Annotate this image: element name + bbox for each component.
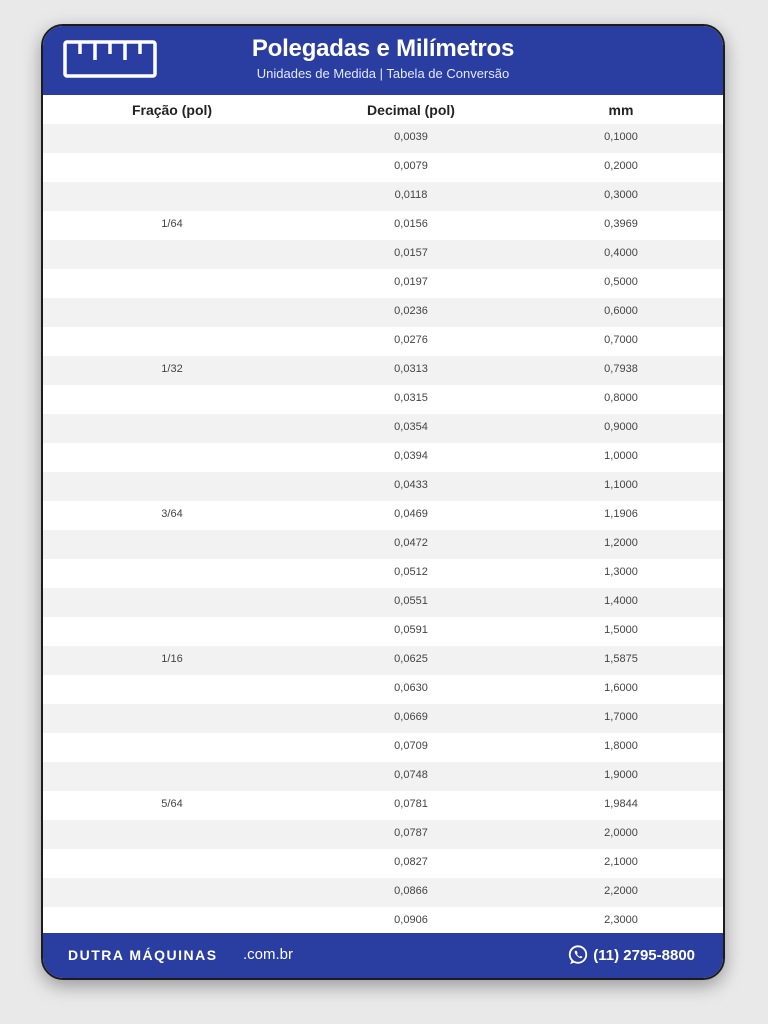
decimal-cell: 0,0781 bbox=[394, 798, 428, 810]
table-row bbox=[43, 588, 723, 617]
decimal-cell: 0,0866 bbox=[394, 885, 428, 897]
table-row bbox=[43, 124, 723, 153]
table-row bbox=[43, 907, 723, 936]
mm-cell: 2,1000 bbox=[604, 856, 638, 868]
mm-cell: 0,4000 bbox=[604, 247, 638, 259]
phone-contact bbox=[567, 944, 695, 966]
decimal-cell: 0,0197 bbox=[394, 276, 428, 288]
mm-cell: 0,5000 bbox=[604, 276, 638, 288]
mm-cell: 1,0000 bbox=[604, 450, 638, 462]
fraction-cell: 1/64 bbox=[161, 218, 183, 230]
mm-cell: 0,8000 bbox=[604, 392, 638, 404]
decimal-cell: 0,0827 bbox=[394, 856, 428, 868]
table-header bbox=[43, 95, 723, 124]
table-row bbox=[43, 530, 723, 559]
mm-cell: 1,1000 bbox=[604, 479, 638, 491]
page-subtitle: Unidades de Medida | Tabela de Conversão bbox=[256, 66, 510, 81]
mm-cell: 1,4000 bbox=[604, 595, 638, 607]
mm-cell: 2,2000 bbox=[604, 885, 638, 897]
column-header-decimal: Decimal (pol) bbox=[367, 102, 455, 118]
decimal-cell: 0,0156 bbox=[394, 218, 428, 230]
table-row bbox=[43, 153, 723, 182]
table-row bbox=[43, 820, 723, 849]
conversion-card bbox=[41, 24, 725, 980]
mm-cell: 1,6000 bbox=[604, 682, 638, 694]
mm-cell: 1,3000 bbox=[604, 566, 638, 578]
decimal-cell: 0,0236 bbox=[394, 305, 428, 317]
table-row bbox=[43, 356, 723, 385]
table-row bbox=[43, 240, 723, 269]
mm-cell: 0,3000 bbox=[604, 189, 638, 201]
decimal-cell: 0,0709 bbox=[394, 740, 428, 752]
phone-number: (11) 2795-8800 bbox=[593, 946, 695, 964]
mm-cell: 1,1906 bbox=[604, 508, 638, 520]
fraction-cell: 1/16 bbox=[161, 653, 183, 665]
table-row bbox=[43, 849, 723, 878]
column-header-fraction: Fração (pol) bbox=[131, 102, 213, 118]
table-row bbox=[43, 298, 723, 327]
table-row bbox=[43, 443, 723, 472]
table-row bbox=[43, 733, 723, 762]
decimal-cell: 0,0118 bbox=[394, 189, 428, 201]
decimal-cell: 0,0039 bbox=[394, 131, 428, 143]
decimal-cell: 0,0394 bbox=[394, 450, 428, 462]
decimal-cell: 0,0354 bbox=[394, 421, 428, 433]
mm-cell: 0,7000 bbox=[604, 334, 638, 346]
table-row bbox=[43, 791, 723, 820]
table-row bbox=[43, 211, 723, 240]
decimal-cell: 0,0313 bbox=[394, 363, 428, 375]
table-row bbox=[43, 617, 723, 646]
column-header-mm: mm bbox=[608, 102, 634, 118]
mm-cell: 0,6000 bbox=[604, 305, 638, 317]
mm-cell: 0,9000 bbox=[604, 421, 638, 433]
decimal-cell: 0,0157 bbox=[394, 247, 428, 259]
table-row bbox=[43, 704, 723, 733]
decimal-cell: 0,0630 bbox=[394, 682, 428, 694]
table-row bbox=[43, 501, 723, 530]
mm-cell: 0,2000 bbox=[604, 160, 638, 172]
decimal-cell: 0,0315 bbox=[394, 392, 428, 404]
decimal-cell: 0,0551 bbox=[394, 595, 428, 607]
mm-cell: 0,1000 bbox=[604, 131, 638, 143]
table-row bbox=[43, 472, 723, 501]
table-row bbox=[43, 559, 723, 588]
decimal-cell: 0,0787 bbox=[394, 827, 428, 839]
table-row bbox=[43, 878, 723, 907]
fraction-cell: 1/32 bbox=[161, 363, 183, 375]
brand-domain: .com.br bbox=[243, 946, 294, 963]
mm-cell: 0,7938 bbox=[604, 363, 638, 375]
fraction-cell: 3/64 bbox=[161, 508, 183, 520]
decimal-cell: 0,0276 bbox=[394, 334, 428, 346]
mm-cell: 1,2000 bbox=[604, 537, 638, 549]
table-row bbox=[43, 414, 723, 443]
decimal-cell: 0,0469 bbox=[394, 508, 428, 520]
table-row bbox=[43, 182, 723, 211]
decimal-cell: 0,0512 bbox=[394, 566, 428, 578]
decimal-cell: 0,0591 bbox=[394, 624, 428, 636]
decimal-cell: 0,0625 bbox=[394, 653, 428, 665]
mm-cell: 1,7000 bbox=[604, 711, 638, 723]
decimal-cell: 0,0669 bbox=[394, 711, 428, 723]
page-title: Polegadas e Milímetros bbox=[251, 35, 515, 62]
table-row bbox=[43, 269, 723, 298]
mm-cell: 1,5000 bbox=[604, 624, 638, 636]
mm-cell: 1,9000 bbox=[604, 769, 638, 781]
footer-bar bbox=[43, 933, 723, 978]
mm-cell: 2,0000 bbox=[604, 827, 638, 839]
header-bar bbox=[43, 26, 723, 95]
table-row bbox=[43, 646, 723, 675]
decimal-cell: 0,0079 bbox=[394, 160, 428, 172]
fraction-cell: 5/64 bbox=[161, 798, 183, 810]
mm-cell: 0,3969 bbox=[604, 218, 638, 230]
decimal-cell: 0,0906 bbox=[394, 914, 428, 926]
whatsapp-icon bbox=[567, 944, 589, 966]
brand-name: DUTRA MÁQUINAS bbox=[68, 947, 218, 963]
decimal-cell: 0,0748 bbox=[394, 769, 428, 781]
table-row bbox=[43, 675, 723, 704]
mm-cell: 2,3000 bbox=[604, 914, 638, 926]
mm-cell: 1,5875 bbox=[604, 653, 638, 665]
table-row bbox=[43, 327, 723, 356]
decimal-cell: 0,0472 bbox=[394, 537, 428, 549]
mm-cell: 1,8000 bbox=[604, 740, 638, 752]
table-row bbox=[43, 385, 723, 414]
conversion-table bbox=[43, 124, 723, 936]
mm-cell: 1,9844 bbox=[604, 798, 638, 810]
table-row bbox=[43, 762, 723, 791]
decimal-cell: 0,0433 bbox=[394, 479, 428, 491]
